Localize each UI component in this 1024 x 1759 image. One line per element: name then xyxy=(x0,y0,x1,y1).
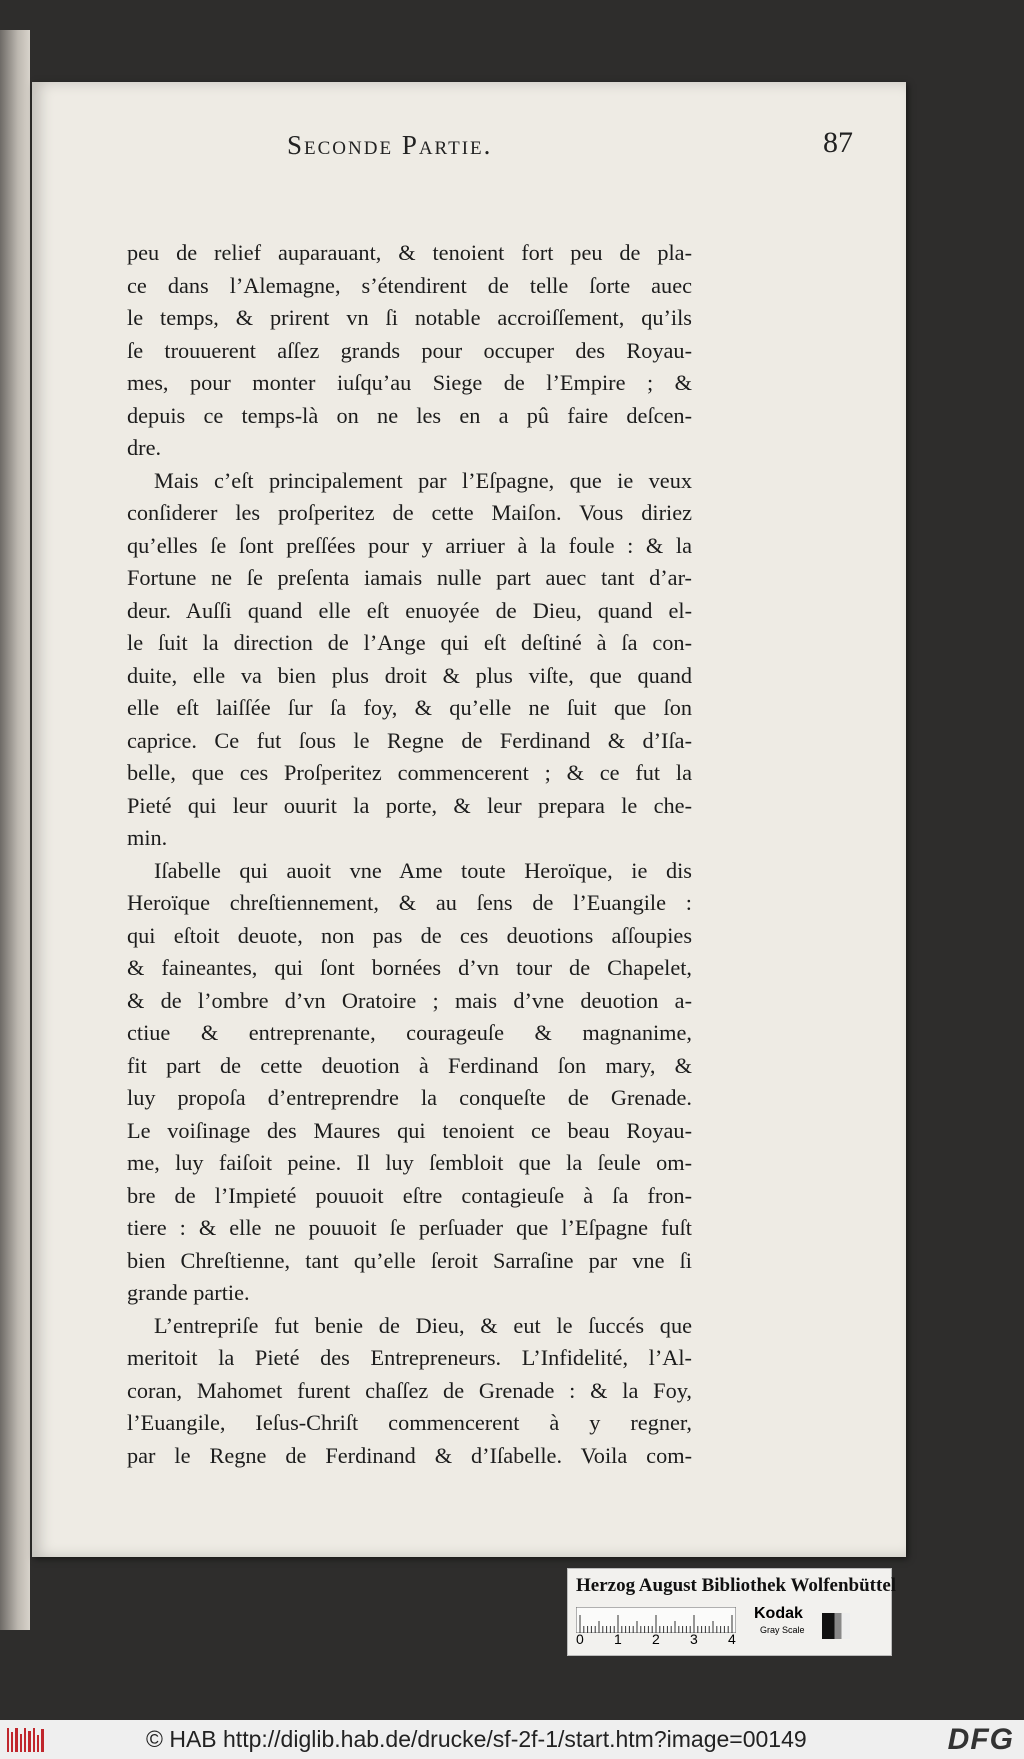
ruler-digit: 1 xyxy=(614,1631,622,1647)
text-line: conſiderer les proſperitez de cette Maiſon. Vous diriez xyxy=(127,500,692,525)
text-line: qui eſtoit deuote, non pas de ces deuotions aſſoupies xyxy=(127,922,692,948)
previous-page-edge xyxy=(0,30,30,1630)
text-line: Mais c’eſt principalement par l’Eſpagne, que ie veux xyxy=(154,467,692,493)
barcode-logo-icon xyxy=(6,1726,46,1754)
text-line: fit part de cette deuotion à Ferdinand ſon mary, & xyxy=(127,1052,692,1078)
text-line: dre. xyxy=(127,435,162,460)
ruler-icon xyxy=(576,1607,736,1633)
text-line: L’entrepriſe fut benie de Dieu, & eut le ſuccés que xyxy=(154,1312,692,1338)
text-line: belle, que ces Proſperitez commencerent ; & ce fut la xyxy=(127,760,692,785)
page-number: 87 xyxy=(823,126,853,159)
text-line: & de l’ombre d’vn Oratoire ; mais d’vne deuotion a- xyxy=(127,987,692,1013)
text-line: meritoit la Pieté des Entrepreneurs. L’Infidelité, l’Al- xyxy=(127,1345,692,1370)
text-line: ctiue & entreprenante, courageuſe & magnanime, xyxy=(127,1020,692,1045)
text-line: Pieté qui leur ouurit la porte, & leur prepara le che- xyxy=(127,792,692,818)
dfg-logo: DFG xyxy=(947,1723,1014,1756)
text-line: coran, Mahomet furent chaſſez de Grenade : & la Foy, xyxy=(127,1377,692,1403)
text-line: & faineantes, qui ſont bornées d’vn tour de Chapelet, xyxy=(127,955,692,980)
running-head xyxy=(255,122,853,162)
text-line: elle eſt laiſſée ſur ſa foy, & qu’elle ne ſuit que ſon xyxy=(127,695,692,720)
ruler-digit: 0 xyxy=(576,1631,584,1647)
text-line: Iſabelle qui auoit vne Ame toute Heroïque, ie dis xyxy=(154,857,692,883)
text-line: deur. Auſſi quand elle eſt enuoyée de Dieu, quand el- xyxy=(127,597,692,623)
text-line: bien Chreſtienne, tant qu’elle ſeroit Sarraſine par vne ſi xyxy=(127,1247,692,1273)
gray-scale-patch xyxy=(822,1613,850,1639)
grayscale-label: Gray Scale xyxy=(760,1625,805,1635)
library-name: Herzog August Bibliothek Wolfenbüttel xyxy=(576,1575,897,1596)
body-text xyxy=(127,237,692,1472)
text-line: Heroïque chreſtiennement, & au ſens de l’Euangile : xyxy=(127,890,692,915)
text-line: le ſuit la direction de l’Ange qui eſt deſtiné à ſa con- xyxy=(127,630,692,655)
kodak-label: Kodak xyxy=(754,1605,803,1622)
text-line: luy propoſa d’entreprendre la conqueſte de Grenade. xyxy=(127,1085,692,1110)
ruler-digit: 4 xyxy=(728,1631,736,1647)
text-line: Fortune ne ſe preſenta iamais nulle part auec tant d’ar- xyxy=(127,565,692,590)
text-line: Le voiſinage des Maures qui tenoient ce beau Royau- xyxy=(127,1117,692,1143)
text-line: tiere : & elle ne pouuoit ſe perſuader que l’Eſpagne fuſt xyxy=(127,1215,692,1240)
ruler-digit: 3 xyxy=(690,1631,698,1647)
text-line: le temps, & prirent vn ſi notable accroiſſement, qu’ils xyxy=(127,305,692,330)
ruler-digits xyxy=(576,1631,746,1651)
text-line: caprice. Ce fut ſous le Regne de Ferdinand & d’Iſa- xyxy=(127,727,692,753)
color-reference-card xyxy=(567,1568,897,1656)
footer-bar xyxy=(0,1720,1024,1759)
text-line: par le Regne de Ferdinand & d’Iſabelle. Voila com- xyxy=(127,1442,692,1468)
text-line: mes, pour monter iuſqu’au Siege de l’Empire ; & xyxy=(127,370,692,395)
text-line: qu’elles ſe ſont preſſées pour y arriuer à la foule : & la xyxy=(127,532,692,558)
text-line: l’Euangile, Ieſus-Chriſt commencerent à y regner, xyxy=(127,1410,692,1435)
footer-url: © HAB http://diglib.hab.de/drucke/sf-2f-1/start.htm?image=00149 xyxy=(146,1726,807,1752)
text-line: ſe trouuerent aſſez grands pour occuper des Royau- xyxy=(127,337,692,363)
text-line: grande partie. xyxy=(127,1280,250,1305)
text-line: duite, elle va bien plus droit & plus viſte, que quand xyxy=(127,662,692,688)
text-line: me, luy faiſoit peine. Il luy ſembloit que la ſeule om- xyxy=(127,1150,692,1175)
running-title: Seconde Partie. xyxy=(287,130,493,160)
ruler-digit: 2 xyxy=(652,1631,660,1647)
text-line: depuis ce temps-là on ne les en a pû faire deſcen- xyxy=(127,402,692,428)
text-line: ce dans l’Alemagne, s’étendirent de telle ſorte auec xyxy=(127,272,692,298)
text-line: peu de relief auparauant, & tenoient fort peu de pla- xyxy=(127,240,692,265)
text-line: min. xyxy=(127,825,168,850)
text-line: bre de l’Impieté pouuoit eſtre contagieuſe à ſa fron- xyxy=(127,1182,692,1208)
